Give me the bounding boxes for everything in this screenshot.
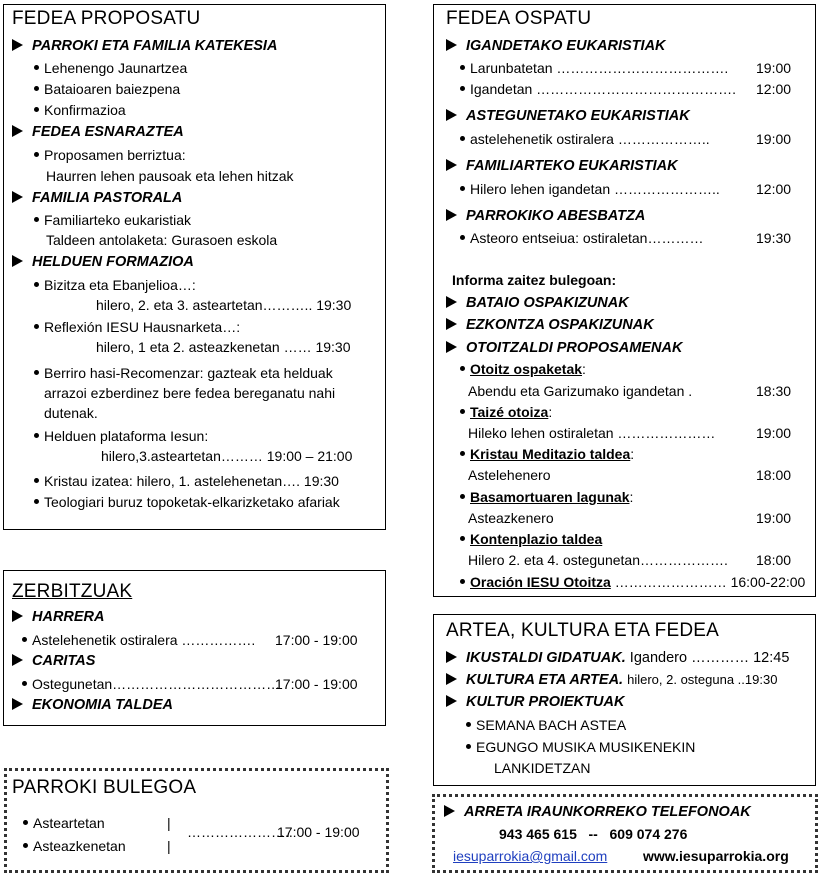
triangle-bullet-icon: [12, 698, 23, 710]
bullet-icon: [466, 744, 471, 749]
bullet-icon: [466, 722, 471, 727]
heading: IKUSTALDI GIDATUAK. Igandero ………… 12:45: [446, 650, 789, 666]
triangle-bullet-icon: [446, 109, 457, 121]
section-title: ARTEA, KULTURA ETA FEDEA: [446, 620, 719, 641]
time-value: 17:00 - 19:00: [277, 824, 360, 840]
heading: CARITAS: [12, 653, 95, 669]
list-item: astelehenetik ostiralera ………………..: [460, 131, 710, 147]
bullet-icon: [34, 152, 39, 157]
triangle-bullet-icon: [446, 159, 457, 171]
list-item-line: Astelehenero: [468, 467, 551, 483]
list-item: Familiarteko eukaristiak: [34, 212, 191, 228]
list-item: Taizé otoiza:: [460, 404, 552, 420]
list-item-line: Hileko lehen ostiraletan …………………: [468, 425, 716, 441]
bullet-icon: [460, 366, 465, 371]
bullet-icon: [23, 820, 28, 825]
bullet-icon: [34, 107, 39, 112]
bullet-icon: [460, 579, 465, 584]
bullet-icon: [34, 478, 39, 483]
list-item: Asteartetan: [23, 815, 105, 831]
list-item-line: LANKIDETZAN: [494, 760, 591, 776]
heading: FEDEA ESNARAZTEA: [12, 124, 184, 140]
bullet-icon: [22, 681, 27, 686]
triangle-bullet-icon: [446, 651, 457, 663]
triangle-bullet-icon: [446, 673, 457, 685]
triangle-bullet-icon: [12, 191, 23, 203]
list-item: Larunbatetan ……………………………….: [460, 60, 728, 76]
bullet-icon: [23, 843, 28, 848]
time-value: 19:30: [756, 230, 792, 246]
bullet-icon: [34, 86, 39, 91]
section-title: FEDEA PROPOSATU: [12, 8, 201, 29]
time-value: 18:00: [756, 552, 792, 568]
time-value: 18:00: [756, 467, 792, 483]
bullet-icon: [34, 370, 39, 375]
list-item-line: arrazoi ezberdinez bere fedea bereganatu nahi: [44, 385, 336, 401]
bullet-icon: [460, 409, 465, 414]
time-value: 19:00: [756, 60, 792, 76]
bullet-icon: [460, 235, 465, 240]
separator: |: [167, 815, 171, 831]
heading: BATAIO OSPAKIZUNAK: [446, 295, 629, 311]
bullet-icon: [460, 536, 465, 541]
list-item: Proposamen berriztua:: [34, 147, 186, 163]
bullet-icon: [34, 217, 39, 222]
triangle-bullet-icon: [12, 255, 23, 267]
zerbitzuak-section: [3, 570, 386, 726]
triangle-bullet-icon: [12, 654, 23, 666]
triangle-bullet-icon: [12, 39, 23, 51]
heading: FAMILIARTEKO EUKARISTIAK: [446, 158, 678, 174]
heading: PARROKI ETA FAMILIA KATEKESIA: [12, 38, 277, 54]
bullet-icon: [460, 494, 465, 499]
list-item: Asteazkenetan: [23, 838, 126, 854]
list-item: Lehenengo Jaunartzea: [34, 60, 187, 76]
list-item: Asteoro entseiua: ostiraletan…………: [460, 230, 703, 246]
heading: KULTURA ETA ARTEA. hilero, 2. osteguna ..19:30: [446, 672, 777, 688]
triangle-bullet-icon: [12, 125, 23, 137]
bullet-icon: [460, 451, 465, 456]
bullet-icon: [460, 86, 465, 91]
bullet-icon: [34, 65, 39, 70]
time-value: 17:00 - 19:00: [275, 632, 358, 648]
list-item: Helduen plataforma Iesun:: [34, 428, 208, 444]
heading: OTOITZALDI PROPOSAMENAK: [446, 340, 682, 356]
heading: KULTUR PROIEKTUAK: [446, 694, 624, 710]
artea-kultura-section: [433, 614, 816, 786]
list-item-line: dutenak.: [44, 405, 98, 421]
email-link[interactable]: iesuparrokia@gmail.com: [453, 848, 608, 864]
section-title: PARROKI BULEGOA: [12, 777, 197, 798]
list-item: Reflexión IESU Hausnarketa…:: [34, 319, 240, 335]
time-value: 12:00: [756, 81, 792, 97]
time-value: 17:00 - 19:00: [275, 676, 358, 692]
bullet-icon: [34, 499, 39, 504]
list-item: SEMANA BACH ASTEA: [466, 717, 626, 733]
heading: HELDUEN FORMAZIOA: [12, 254, 194, 270]
separator: |: [167, 838, 171, 854]
list-item-line: Haurren lehen pausoak eta lehen hitzak: [46, 168, 294, 184]
list-item: EGUNGO MUSIKA MUSIKENEKIN: [466, 739, 695, 755]
time-value: 19:00: [756, 425, 792, 441]
section-title: ZERBITZUAK: [12, 581, 133, 602]
list-item-line: hilero, 2. eta 3. asteartetan……….. 19:30: [96, 297, 352, 313]
parroki-bulegoa-section: [4, 768, 389, 873]
list-item-line: Hilero 2. eta 4. ostegunetan……………….: [468, 552, 728, 568]
time-value: 19:00: [756, 131, 792, 147]
list-item-line: Asteazkenero: [468, 510, 554, 526]
telefonoak-section: [432, 794, 818, 873]
list-item: Bizitza eta Ebanjelioa…:: [34, 277, 196, 293]
bullet-icon: [460, 136, 465, 141]
list-item: Kristau Meditazio taldea:: [460, 446, 634, 462]
fedea-proposatu-section: [3, 4, 386, 530]
dot-leader: …………………..: [187, 824, 293, 840]
heading: ASTEGUNETAKO EUKARISTIAK: [446, 108, 690, 124]
list-item: Kontenplazio taldea: [460, 531, 602, 547]
triangle-bullet-icon: [446, 341, 457, 353]
triangle-bullet-icon: [446, 209, 457, 221]
list-item-line: hilero, 1 eta 2. asteazkenetan …… 19:30: [96, 339, 351, 355]
heading: IGANDETAKO EUKARISTIAK: [446, 38, 666, 54]
list-item: Oración IESU Otoitza …………………… 16:00-22:00: [460, 574, 805, 590]
triangle-bullet-icon: [446, 695, 457, 707]
time-value: 19:00: [756, 510, 792, 526]
bullet-icon: [34, 324, 39, 329]
list-item-line: Taldeen antolaketa: Gurasoen eskola: [46, 232, 278, 248]
list-item: Otoitz ospaketak:: [460, 361, 586, 377]
triangle-bullet-icon: [446, 296, 457, 308]
list-item-line: hilero,3.asteartetan……… 19:00 – 21:00: [101, 448, 353, 464]
list-item-line: Abendu eta Garizumako igandetan .: [468, 383, 693, 399]
list-item: Hilero lehen igandetan …………………..: [460, 181, 720, 197]
phone-numbers: 943 465 615 -- 609 074 276: [499, 826, 688, 842]
list-item: Berriro hasi-Recomenzar: gazteak eta helduak: [34, 365, 333, 381]
bullet-icon: [460, 186, 465, 191]
heading: ARRETA IRAUNKORREKO TELEFONOAK: [444, 804, 751, 820]
time-value: 12:00: [756, 181, 792, 197]
triangle-bullet-icon: [12, 610, 23, 622]
list-item: Ostegunetan………………………………: [22, 676, 280, 692]
triangle-bullet-icon: [446, 39, 457, 51]
bullet-icon: [22, 637, 27, 642]
section-title: FEDEA OSPATU: [446, 8, 592, 29]
list-item: Igandetan …………………………………….: [460, 81, 736, 97]
bullet-icon: [34, 433, 39, 438]
list-item: Kristau izatea: hilero, 1. astelehenetan…. 19:30: [34, 473, 339, 489]
website-link[interactable]: www.iesuparrokia.org: [643, 848, 789, 864]
list-item: Astelehenetik ostiralera …………….: [22, 632, 255, 648]
triangle-bullet-icon: [446, 318, 457, 330]
list-item: Teologiari buruz topoketak-elkarizketako afariak: [34, 494, 340, 510]
time-value: 18:30: [756, 383, 792, 399]
heading: PARROKIKO ABESBATZA: [446, 208, 645, 224]
heading: EZKONTZA OSPAKIZUNAK: [446, 317, 654, 333]
bullet-icon: [34, 282, 39, 287]
heading: EKONOMIA TALDEA: [12, 697, 173, 713]
triangle-bullet-icon: [444, 805, 455, 817]
fedea-ospatu-section: [433, 4, 816, 597]
list-item: Bataioaren baiezpena: [34, 81, 180, 97]
info-label: Informa zaitez bulegoan:: [452, 272, 617, 288]
heading: HARRERA: [12, 609, 105, 625]
list-item: Konfirmazioa: [34, 102, 126, 118]
list-item: Basamortuaren lagunak:: [460, 489, 633, 505]
heading: FAMILIA PASTORALA: [12, 190, 182, 206]
bullet-icon: [460, 65, 465, 70]
